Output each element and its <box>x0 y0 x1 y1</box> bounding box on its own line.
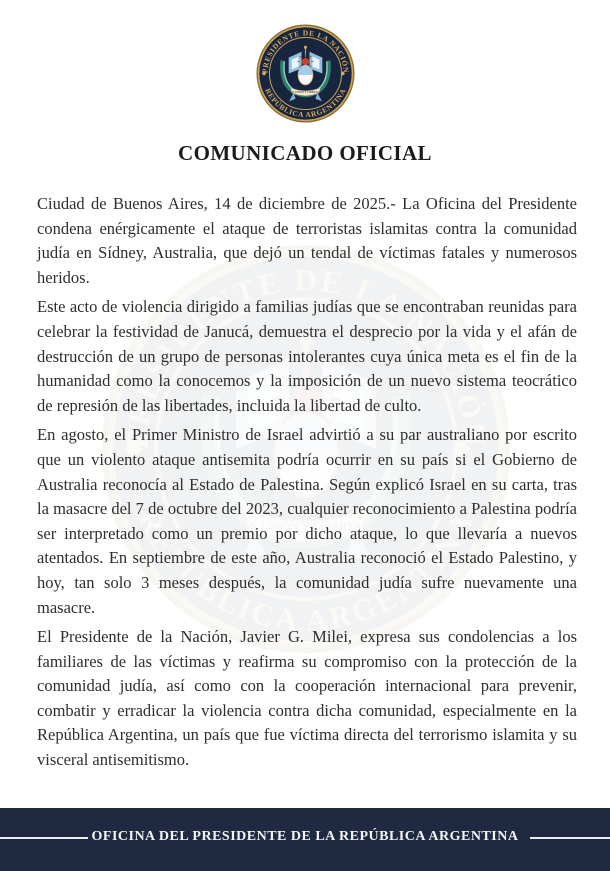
body-paragraph: Ciudad de Buenos Aires, 14 de diciembre de 2025.- La Oficina del Presidente condena enérgicamente el ataque de terroristas islamitas contra la comunidad judía en Sídney, Australia, que dejó un tendal de víctimas fatales y numerosos heridos. <box>37 194 577 287</box>
footer-bar <box>0 808 610 871</box>
presidential-seal-icon <box>256 24 355 123</box>
footer-office-label: OFICINA DEL PRESIDENTE DE LA REPÚBLICA ARGENTINA <box>91 829 519 844</box>
body-paragraph: El Presidente de la Nación, Javier G. Milei, expresa sus condolencias a los familiares de las víctimas y reafirma su compromiso con la protección de la comunidad judía, así como con la cooperación internacional para prevenir, combatir y erradicar la violencia contra dicha comunidad, especialmente en la República Argentina, un país que fue víctima directa del terrorismo islamita y su visceral antisemitismo. <box>37 627 577 770</box>
communique-body <box>37 192 577 773</box>
page-title: COMUNICADO OFICIAL <box>178 141 432 165</box>
footer-divider-right <box>530 837 610 839</box>
body-paragraph: En agosto, el Primer Ministro de Israel advirtió a su par australiano por escrito que un violento ataque antisemita podría ocurrir en su país si el Gobierno de Australia reconocía al Estado de Palestina. Según explicó Israel en su carta, tras la masacre del 7 de octubre del 2023, cualquier reconocimiento a Palestina podría ser interpretado como un premio por dicho ataque, lo que llevaría a nuevos atentados. En septiembre de este año, Australia reconoció el Estado Palestino, y hoy, tan solo 3 meses después, la comunidad judía sufre nuevamente una masacre. <box>37 425 577 617</box>
body-paragraph: Este acto de violencia dirigido a familias judías que se encontraban reunidas para celebrar la festividad de Janucá, demuestra el desprecio por la vida y el afán de destrucción de un grupo de personas intolerantes cuya única meta es el fin de la humanidad como la conocemos y la imposición de un nuevo sistema teocrático de represión de las libertades, incluida la libertad de culto. <box>37 297 577 415</box>
